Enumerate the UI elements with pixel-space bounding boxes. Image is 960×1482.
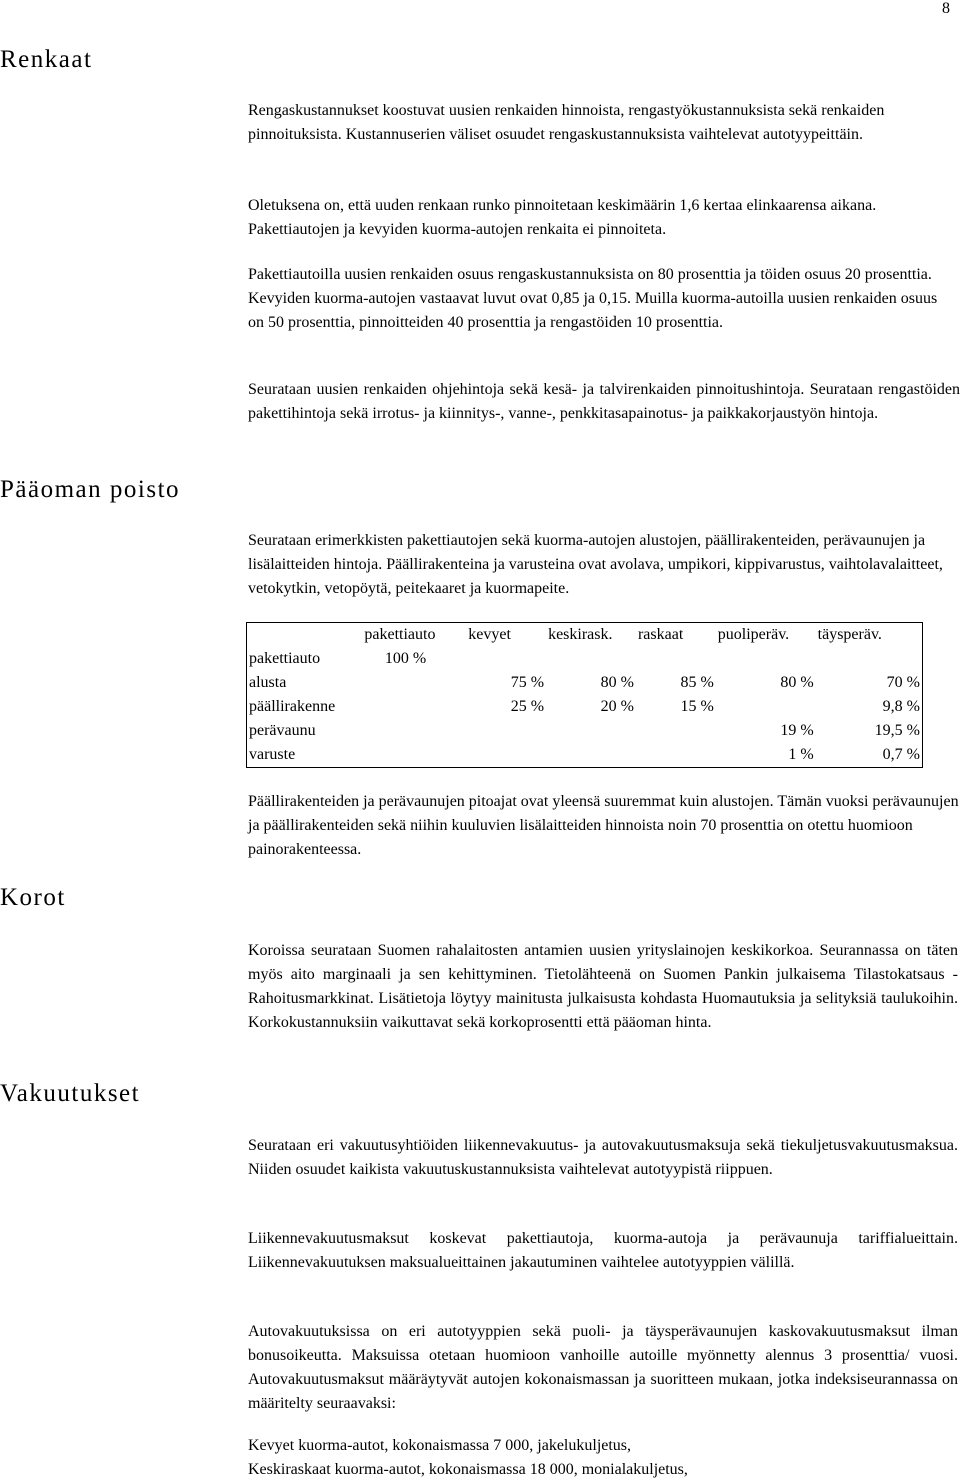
table-row-label: varuste	[249, 746, 296, 763]
table-cell: 19 %	[780, 722, 814, 739]
table-cell: 75 %	[510, 674, 545, 691]
renkaat-paragraph-3: Pakettiautoilla uusien renkaiden osuus rengaskustannuksista on 80 prosenttia ja töiden osuus 20 prosenttia. Kevyiden kuorma-autojen vastaavat luvut ovat 0,85 ja 0,15. Muilla kuorma-autoilla uusien renkaiden osuus on 50 prosenttia, pinnoitteiden 40 prosenttia ja rengastöiden 10 prosenttia.	[248, 266, 938, 331]
table-header-cell: raskaat	[637, 626, 684, 643]
table-row	[247, 671, 923, 695]
table-row-label: perävaunu	[249, 722, 316, 739]
table-cell	[636, 647, 716, 671]
table-cell	[362, 719, 466, 743]
renkaat-paragraph-1: Rengaskustannukset koostuvat uusien renkaiden hinnoista, rengastyökustannuksista sekä renkaiden pinnoituksista. Kustannuserien väliset osuudet rengaskustannuksista vaihtelevat autotyypeittäin.	[248, 102, 885, 143]
section-title-korot: Korot	[0, 884, 66, 911]
table-cell	[546, 719, 636, 743]
table-cell: 0,7 %	[882, 746, 920, 763]
vakuutukset-list-item: Keskiraskaat kuorma-autot, kokonaismassa 18 000, monialakuljetus,	[248, 1461, 688, 1478]
table-cell: 85 %	[680, 674, 714, 691]
page-number: 8	[942, 0, 950, 17]
table-row-label: päällirakenne	[249, 698, 336, 715]
table-cell	[636, 719, 716, 743]
table-row	[247, 695, 923, 719]
table-cell	[716, 695, 816, 719]
table-cell	[716, 647, 816, 671]
table-row	[247, 743, 923, 768]
table-header-cell: keskirask.	[548, 626, 613, 643]
table-cell: 19,5 %	[874, 722, 920, 739]
table-header-cell: pakettiauto	[364, 626, 436, 643]
table-cell	[546, 743, 636, 768]
table-header-cell: täysperäv.	[817, 626, 882, 643]
depreciation-table	[246, 622, 923, 768]
table-row	[247, 719, 923, 743]
renkaat-paragraph-4: Seurataan uusien renkaiden ohjehintoja sekä kesä- ja talvirenkaiden pinnoitushintoja. Seurataan rengastöiden pakettihintoja sekä irrotus- ja kiinnitys-, vanne-, penkkitasapainotus- ja paikkakorjaustyön hintoja.	[248, 381, 960, 422]
table-header-cell: puoliperäv.	[717, 626, 790, 643]
vakuutukset-paragraph-1: Seurataan eri vakuutusyhtiöiden liikennevakuutus- ja autovakuutusmaksuja sekä tiekuljetusvakuutusmaksua. Niiden osuudet kaikista vakuutuskustannuksista vaihtelevat autotyypistä riippuen.	[248, 1137, 958, 1178]
table-cell: 80 %	[600, 674, 634, 691]
vakuutukset-list-item: Kevyet kuorma-autot, kokonaismassa 7 000, jakelukuljetus,	[248, 1437, 632, 1454]
table-cell: 80 %	[780, 674, 814, 691]
paaoman-poisto-paragraph-2: Päällirakenteiden ja perävaunujen pitoajat ovat yleensä suuremmat kuin alustojen. Tämän vuoksi perävaunujen ja päällirakenteiden sekä niihin kuuluvien lisälaitteiden hinnoista noin 70 prosenttia on otettu huomioon painorakenteessa.	[248, 793, 959, 858]
vakuutukset-paragraph-2: Liikennevakuutusmaksut koskevat pakettiautoja, kuorma-autoja ja perävaunuja tariffialueittain. Liikennevakuutuksen maksualueittainen jakautuminen vaihtelee autotyyppien välillä.	[248, 1230, 958, 1271]
section-title-renkaat: Renkaat	[0, 46, 93, 73]
section-title-paaoman-poisto: Pääoman poisto	[0, 476, 181, 503]
table-header-cell: kevyet	[468, 626, 511, 643]
table-cell: 9,8 %	[882, 698, 920, 715]
korot-paragraph-1: Koroissa seurataan Suomen rahalaitosten antamien uusien yrityslainojen keskikorkoa. Seurannassa on täten myös aito marginaali ja sen kehittyminen. Tietolähteenä on Suomen Pankin julkaisema Tilastokatsaus - Rahoitusmarkkinat. Lisätietoja löytyy mainitusta julkaisusta kohdasta Huomautuksia ja selityksiä taulukoihin. Korkokustannuksiin vaikuttavat sekä korkoprosentti että pääoman hinta.	[248, 942, 958, 1031]
table-row-label: alusta	[249, 674, 287, 691]
table-cell	[362, 671, 466, 695]
table-cell	[546, 647, 636, 671]
table-cell	[466, 647, 546, 671]
table-cell: 70 %	[886, 674, 920, 691]
table-cell	[816, 647, 923, 671]
table-cell: 100 %	[384, 650, 427, 667]
section-title-vakuutukset: Vakuutukset	[0, 1080, 141, 1107]
table-header-row	[247, 623, 923, 648]
table-header-cell	[247, 623, 363, 648]
table-row-label: pakettiauto	[249, 650, 321, 667]
renkaat-paragraph-2: Oletuksena on, että uuden renkaan runko pinnoitetaan keskimäärin 1,6 kertaa elinkaarensa aikana. Pakettiautojen ja kevyiden kuorma-autojen renkaita ei pinnoiteta.	[248, 197, 877, 238]
table-cell: 15 %	[680, 698, 714, 715]
table-cell	[466, 743, 546, 768]
table-cell	[362, 743, 466, 768]
table-cell: 20 %	[600, 698, 634, 715]
table-cell	[466, 719, 546, 743]
vakuutukset-paragraph-3: Autovakuutuksissa on eri autotyyppien sekä puoli- ja täysperävaunujen kaskovakuutusmaksut ilman bonusoikeutta. Maksuissa otetaan huomioon vanhoille autoille myönnetty alennus 3 prosenttia/ vuosi. Autovakuutusmaksut määräytyvät autojen kokonaismassan ja suoritteen mukaan, jotka indeksiseurannassa on määritelty seuraavaksi:	[248, 1323, 958, 1412]
table-cell: 1 %	[788, 746, 814, 763]
table-row	[247, 647, 923, 671]
table-cell: 25 %	[510, 698, 545, 715]
table-cell	[362, 695, 466, 719]
table-cell	[636, 743, 716, 768]
paaoman-poisto-paragraph-1: Seurataan erimerkkisten pakettiautojen sekä kuorma-autojen alustojen, päällirakenteiden, perävaunujen ja lisälaitteiden hintoja. Päällirakenteina ja varusteina ovat avolava, umpikori, kippivarustus, vaihtolavalaitteet, vetokytkin, vetopöytä, peitekaaret ja kuormapeite.	[248, 532, 943, 597]
